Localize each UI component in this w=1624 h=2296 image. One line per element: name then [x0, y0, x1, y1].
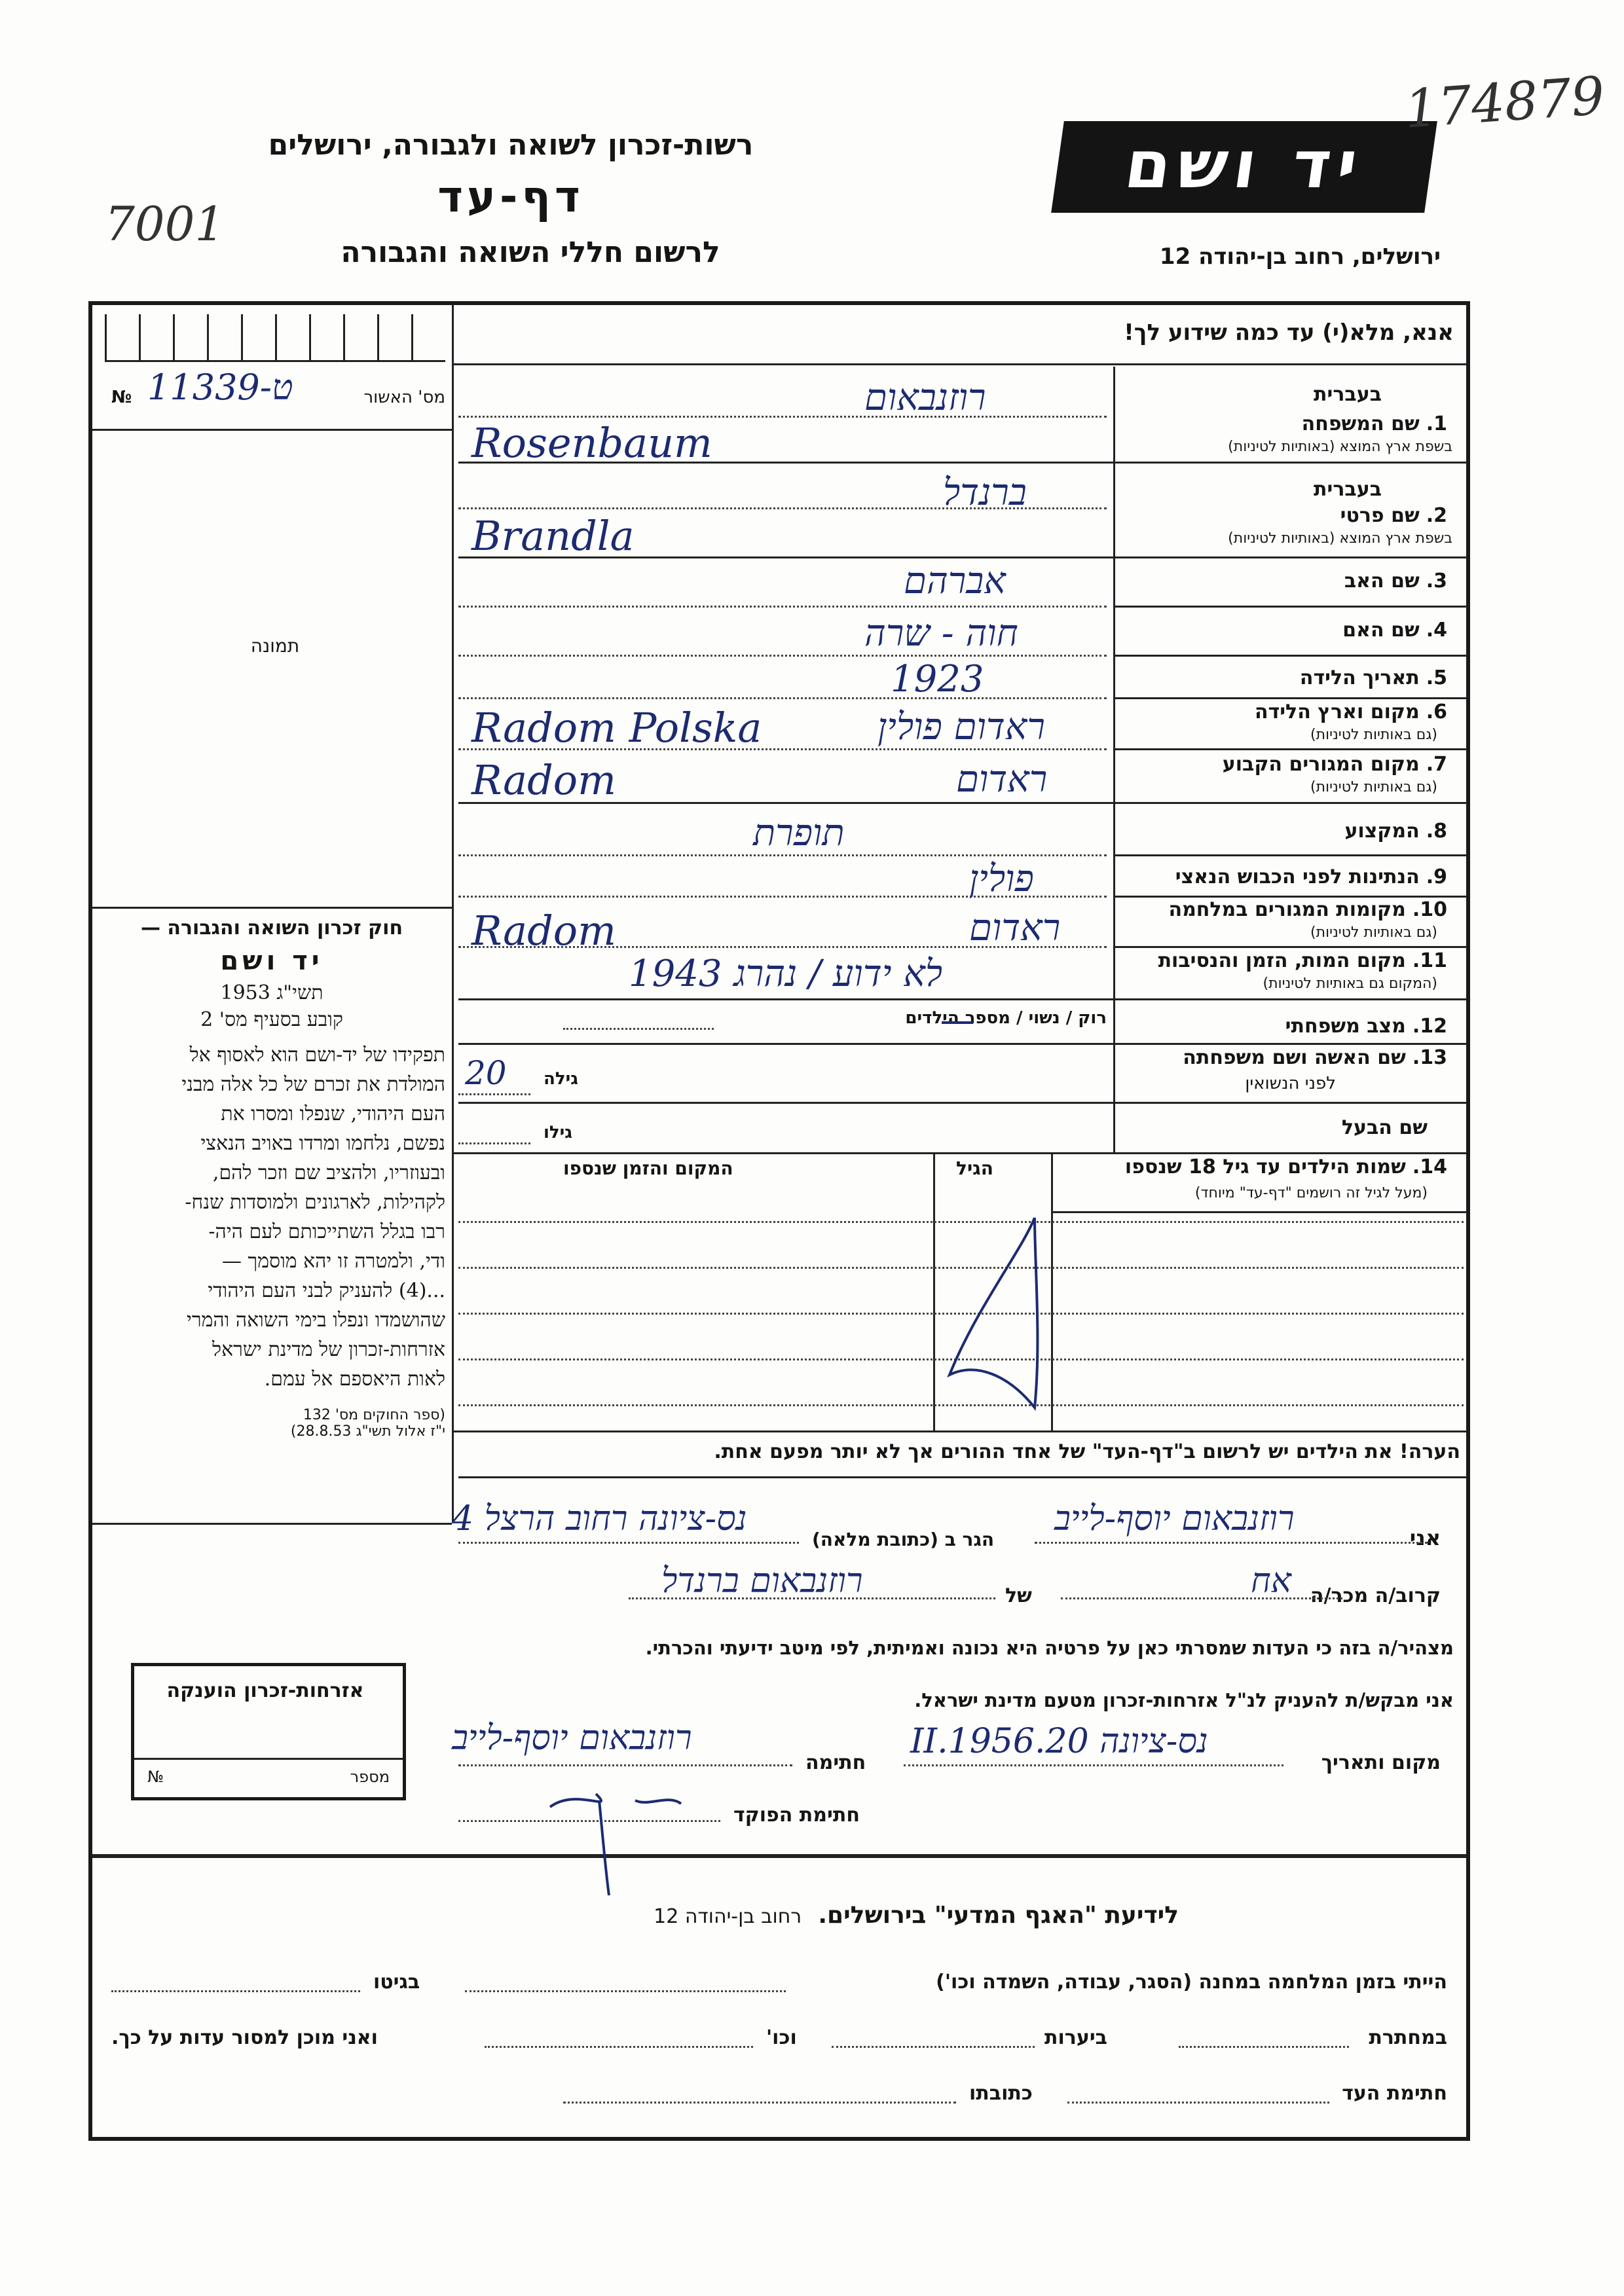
field-7-number: 7. [1426, 753, 1447, 776]
law-clause: קובע בסעיף מס' 2 [200, 1008, 343, 1031]
handwritten-page-number: 7001 [105, 196, 225, 251]
signature-value: רוזנבאום יוסף-לייב [452, 1719, 692, 1758]
of-name: רוזנבאום ברנדל [661, 1561, 863, 1601]
field-10-label: מקומות המגורים במלחמה [1168, 898, 1406, 921]
field-6-label: מקום וארץ הלידה [1254, 701, 1420, 723]
residence-latin: Radom [471, 756, 616, 804]
yad-vashem-logo [1051, 121, 1437, 213]
field-8-number: 8. [1426, 820, 1447, 843]
field-9-number: 9. [1426, 866, 1447, 888]
death-place-time: לא ידוע / נהרג 1943 [629, 953, 943, 995]
husband-age-label: גילו [544, 1123, 572, 1142]
logo-text: יד ושם [1120, 126, 1369, 203]
relation-value: אח [1251, 1561, 1291, 1601]
field-13-number: 13. [1412, 1046, 1447, 1069]
field-14-label: שמות הילדים עד גיל 18 שנספו [1124, 1156, 1406, 1178]
children-col-age: הגיל [956, 1157, 993, 1179]
form-title: דף-עד [437, 172, 584, 222]
field-13-label: שם האשה ושם משפחתה [1183, 1046, 1406, 1069]
field-11-number: 11. [1412, 949, 1447, 972]
remark-text: הערה! את הילדים יש לרשום ב"דף-העד" של אחד ההורים אך לא יותר מפעם אחת. [714, 1440, 1460, 1463]
family-name-hebrew: רוזנבאום [864, 376, 986, 419]
family-name-latin: Rosenbaum [471, 419, 712, 467]
field-11-note: (המקום גם באותיות לטיניות) [1263, 975, 1437, 992]
law-line: נפשם, נלחמו ומרדו באויב הנאצי [200, 1132, 445, 1155]
residence-hebrew: ראדום [956, 758, 1048, 801]
field-2-label: שם פרטי [1340, 504, 1420, 527]
place-date-value: נס-ציונה 20.II.1956 [910, 1722, 1208, 1761]
footer-underground-label: במחתרת [1369, 2026, 1447, 2049]
first-name-hebrew: ברנדל [943, 471, 1027, 514]
first-name-latin: Brandla [471, 512, 635, 560]
approval-no-sign: № [111, 388, 132, 407]
law-line: שהושמדו ונפלו בימי השואה והמרי [186, 1309, 445, 1332]
wife-age-value: 20 [465, 1054, 507, 1092]
footer-witness-signature-label: חתימת העד [1342, 2082, 1447, 2105]
field-5-number: 5. [1426, 666, 1447, 689]
law-ref-1: (ספר החוקים מס' 132 [303, 1407, 445, 1423]
law-line: אזרחות-זכרון של מדינת ישראל [212, 1338, 445, 1361]
law-line: העם היהודי, שנפלו ומסרו את [221, 1102, 445, 1125]
field-2-hebrew-tag: בעברית [1314, 478, 1382, 501]
declaration-ani: אני [1409, 1525, 1441, 1550]
handwritten-reference: 174879 [1403, 65, 1607, 140]
footer-etc-label: וכו' [766, 2026, 797, 2049]
footer-address-label: כתובתו [969, 2082, 1033, 2105]
declarant-resides-label: הגר ב (כתובת מלאה) [812, 1529, 995, 1550]
field-6-latin-note: (גם באותיות לטיניות) [1310, 727, 1437, 743]
footer-address: רחוב בן-יהודה 12 [654, 1905, 802, 1928]
birth-place-hebrew: ראדום פולין [877, 706, 1045, 748]
profession: תופרת [753, 812, 845, 854]
law-box [98, 917, 445, 1506]
law-ref-2: י"ז אלול תשי"ג 28.8.53) [290, 1423, 445, 1440]
declaration-statement: מצהיר/ה בזה כי העדות שמסרתי כאן על פרטיה היא נכונה ואמיתית, לפי מיטב ידיעתי והכרתי. [645, 1637, 1454, 1659]
id-tick-boxes [105, 314, 445, 360]
declaration-request: אני מבקש/ת להעניק לנ"ל אזרחות-זכרון מטעם מדינת ישראל. [914, 1689, 1454, 1711]
law-line: לקהילות, לארגונים ולמוסדות שנח- [185, 1191, 445, 1214]
field-6-number: 6. [1426, 701, 1447, 723]
mother-name: חוה - שרה [864, 612, 1018, 655]
law-year: 1953 [220, 981, 270, 1004]
law-line: ודי, ולמטרה זו יהא מוסמך — [221, 1250, 445, 1273]
officer-signature-mark [537, 1781, 694, 1899]
signature-label: חתימה [805, 1751, 866, 1774]
marital-status-options: רוק / נשוי / מספר הילדים [905, 1008, 1107, 1028]
children-cross-out-mark [936, 1211, 1051, 1430]
form-subtitle: לרשום חללי השואה והגבורה [341, 236, 720, 269]
field-1-number: 1. [1426, 412, 1447, 435]
of-label: של [1005, 1584, 1032, 1607]
field-2-number: 2. [1426, 504, 1447, 527]
approval-number: 11339-ט [147, 367, 293, 408]
birth-place-latin: Radom Polska [471, 704, 762, 752]
footer-camp-label: הייתי בזמן המלחמה במחנה (הסגר, עבודה, השמדה וכו') [936, 1971, 1447, 1994]
field-12-label: מצב משפחתי [1285, 1015, 1406, 1038]
intro-text: אנא, מלא(י) עד כמה שידוע לך! [1124, 319, 1454, 346]
authority-title: רשות-זכרון לשואה ולגבורה, ירושלים [268, 128, 754, 162]
father-name: אברהם [904, 560, 1006, 602]
citizenship-box [131, 1663, 406, 1800]
nationality: פולין [969, 858, 1034, 900]
law-name: יד ושם [220, 946, 323, 976]
field-9-label: הנתינות לפני הכבוש הנאצי [1175, 866, 1420, 888]
field-5-label: תאריך הלידה [1299, 666, 1420, 689]
husband-label: שם הבעל [1341, 1116, 1428, 1139]
field-13-label-2: לפני הנשואין [1245, 1074, 1336, 1093]
field-1-hebrew-tag: בעברית [1314, 383, 1382, 406]
citizenship-no-sign: № [147, 1768, 164, 1786]
law-line: רבו בגלל השתייכותם לעם היה- [208, 1220, 445, 1243]
law-title: חוק זכרון השואה והגבורה — [140, 917, 403, 939]
marital-status-strike [942, 1021, 973, 1024]
footer-testimony-label: ואני מוכן למסור עדות על כך. [111, 2026, 378, 2049]
field-10-number: 10. [1412, 898, 1447, 921]
field-2-latin-note: בשפת ארץ המוצא (באותיות לטיניות) [1228, 530, 1452, 547]
law-year-hebrew: תשי"ג [276, 981, 323, 1004]
declarant-address: נס-ציונה רחוב הרצל 4 [452, 1499, 747, 1539]
field-14-number: 14. [1412, 1156, 1447, 1178]
field-1-label: שם המשפחה [1301, 412, 1420, 435]
citizenship-title: אזרחות-זכרון הוענקה [166, 1679, 364, 1702]
wife-age-label: גילה [544, 1069, 578, 1089]
children-col-place: המקום והזמן שנספו [563, 1157, 733, 1179]
field-3-number: 3. [1426, 570, 1447, 592]
law-line: ובעוזריו, ולהציב שם וזכר להם, [212, 1161, 445, 1184]
field-4-number: 4. [1426, 619, 1447, 642]
field-12-number: 12. [1412, 1015, 1447, 1038]
header-address: ירושלים, רחוב בן-יהודה 12 [1159, 244, 1441, 270]
field-10-latin-note: (גם באותיות לטיניות) [1310, 924, 1437, 941]
war-residence-hebrew: ראדום [969, 907, 1061, 949]
war-residence-latin: Radom [471, 907, 616, 955]
officer-signature-label: חתימת הפוקד [733, 1804, 860, 1827]
law-line: לאות היאספם אל עמם. [264, 1368, 445, 1391]
law-line: ...(4) להעניק לבני העם היהודי [208, 1279, 445, 1302]
field-11-label: מקום המות, הזמן והנסיבות [1158, 949, 1406, 972]
field-8-label: המקצוע [1344, 820, 1420, 843]
footer-title: לידיעת "האגף המדעי" בירושלים. [818, 1902, 1179, 1929]
law-line: המולדת את זכרם של כל אלה מבני [181, 1073, 445, 1096]
photo-label: תמונה [250, 635, 300, 657]
field-7-latin-note: (גם באותיות לטיניות) [1310, 779, 1437, 795]
approval-label: מס' האשור [363, 388, 445, 407]
field-4-label: שם האם [1342, 619, 1420, 642]
field-3-label: שם האב [1344, 570, 1420, 592]
footer-forests-label: ביערות [1044, 2026, 1107, 2049]
citizenship-no-label: מספר [350, 1768, 390, 1786]
footer-ghetto-label: בגיטו [373, 1971, 420, 1994]
field-1-latin-note: בשפת ארץ המוצא (באותיות לטיניות) [1228, 439, 1452, 455]
relative-label: קרוב/ה מכר/ה [1310, 1584, 1441, 1607]
field-14-note: (מעל לגיל זה רושמים "דף-עד" מיוחד) [1194, 1185, 1428, 1201]
law-line: תפקידו של יד-ושם הוא לאסוף אל [189, 1044, 445, 1066]
field-7-label: מקום המגורים הקבוע [1222, 753, 1420, 776]
place-date-label: מקום ותאריך [1321, 1751, 1441, 1774]
birth-date: 1923 [891, 658, 984, 701]
marital-status [720, 1008, 1107, 1028]
declarant-name: רוזנבאום יוסף-לייב [1054, 1499, 1295, 1539]
